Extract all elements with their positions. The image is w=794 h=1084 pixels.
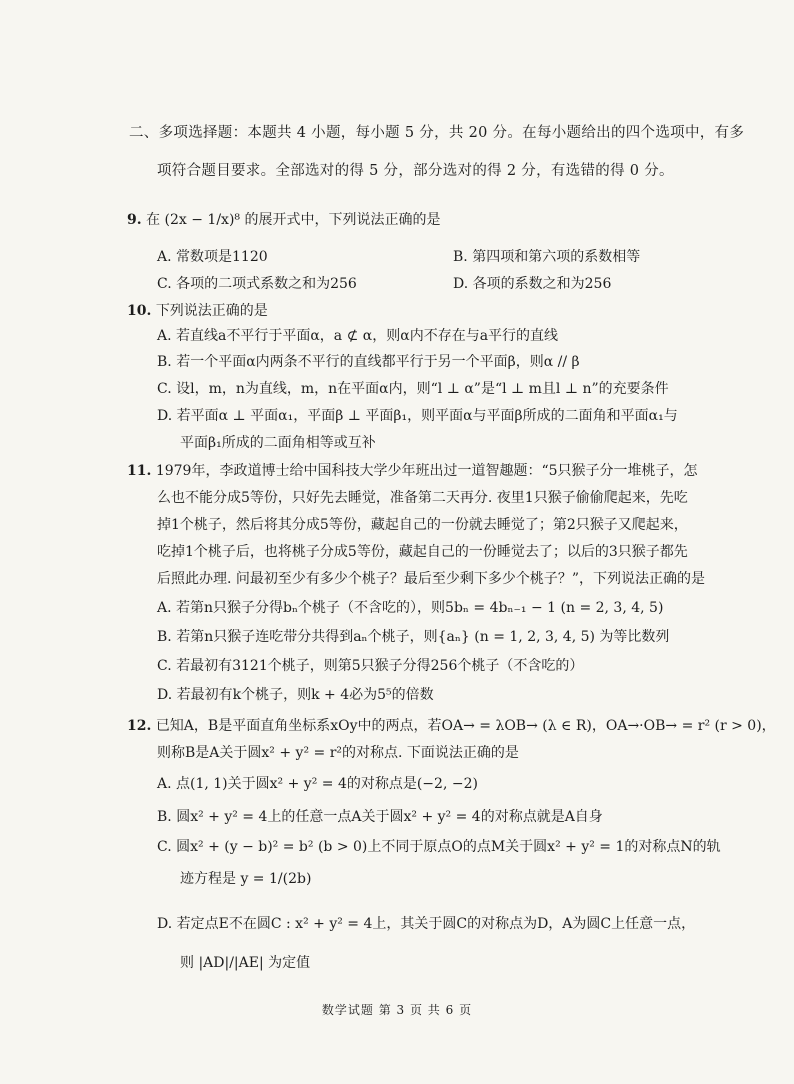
q11-line3: 掉1个桃子，然后将其分成5等份，藏起自己的一份就去睡觉了；第2只猴子又爬起来， (157, 517, 688, 533)
q11-option-b: B. 若第n只猴子连吃带分共得到aₙ个桃子，则{aₙ} (n = 1, 2, 3, 4, 5) 为等比数列 (157, 629, 670, 645)
q11-line1 (127, 460, 698, 482)
q9-stem (127, 209, 440, 231)
q10-stem-text: 下列说法正确的是 (155, 303, 268, 319)
q12-line1 (127, 715, 776, 737)
q11-option-c: C. 若最初有3121个桃子，则第5只猴子分得256个桃子（不含吃的） (157, 658, 584, 674)
q11-option-a: A. 若第n只猴子分得bₙ个桃子（不含吃的），则5bₙ = 4bₙ₋₁ − 1 (n = 2, 3, 4, 5) (157, 600, 664, 616)
q10-option-b: B. 若一个平面α内两条不平行的直线都平行于另一个平面β，则α // β (157, 354, 580, 370)
q10-stem (127, 300, 268, 322)
q10-option-a: A. 若直线a不平行于平面α，a ⊄ α，则α内不存在与a平行的直线 (157, 328, 559, 344)
q9-option-c: C. 各项的二项式系数之和为256 (157, 276, 357, 292)
q9-stem-text: 在 (2x − 1/x)⁸ 的展开式中，下列说法正确的是 (146, 212, 441, 228)
q9-number: 9. (127, 212, 142, 228)
section-header-line1: 二、多项选择题：本题共 4 小题，每小题 5 分，共 20 分。在每小题给出的四个选项中，有多 (129, 125, 745, 141)
q10-option-d-line1: D. 若平面α ⊥ 平面α₁，平面β ⊥ 平面β₁，则平面α与平面β所成的二面角和平面α₁与 (157, 408, 678, 424)
q9-option-b: B. 第四项和第六项的系数相等 (453, 249, 641, 265)
q12-option-d-line2: 则 |AD|/|AE| 为定值 (180, 955, 311, 971)
q11-line4: 吃掉1个桃子后，也将桃子分成5等份，藏起自己的一份睡觉去了；以后的3只猴子都先 (157, 544, 688, 560)
q11-line5: 后照此办理. 问最初至少有多少个桃子？最后至少剩下多少个桃子？”，下列说法正确的是 (157, 571, 706, 587)
q10-option-c: C. 设l，m，n为直线，m，n在平面α内，则“l ⊥ α”是“l ⊥ m且l ⊥ n”的充要条件 (157, 381, 669, 397)
q9-option-d: D. 各项的系数之和为256 (453, 276, 612, 292)
q12-line2: 则称B是A关于圆x² + y² = r²的对称点. 下面说法正确的是 (157, 745, 519, 761)
q12-option-b: B. 圆x² + y² = 4上的任意一点A关于圆x² + y² = 4的对称点就是A自身 (157, 809, 603, 825)
q12-option-d-line1: D. 若定点E不在圆C : x² + y² = 4上，其关于圆C的对称点为D，A为圆C上任意一点， (157, 916, 696, 932)
q12-option-c-line1: C. 圆x² + (y − b)² = b² (b > 0)上不同于原点O的点M关于圆x² + y² = 1的对称点N的轨 (157, 839, 721, 855)
q12-option-c-line2: 迹方程是 y = 1/(2b) (180, 871, 312, 887)
section-header-line2: 项符合题目要求。全部选对的得 5 分，部分选对的得 2 分，有选错的得 0 分。 (157, 163, 674, 179)
q12-text-1: 已知A，B是平面直角坐标系xOy中的两点，若OA→ = λOB→ (λ ∈ R)，OA→·OB→ = r² (r > 0)， (155, 718, 776, 734)
page-footer: 数学试题 第 3 页 共 6 页 (321, 1003, 473, 1017)
q11-text-1: 1979年，李政道博士给中国科技大学少年班出过一道智趣题：“5只猴子分一堆桃子，怎 (155, 463, 698, 479)
q9-option-a: A. 常数项是1120 (157, 249, 268, 265)
q11-line2: 么也不能分成5等份，只好先去睡觉，准备第二天再分. 夜里1只猴子偷偷爬起来，先吃 (157, 490, 688, 506)
q10-option-d-line2: 平面β₁所成的二面角相等或互补 (180, 435, 376, 451)
q10-number: 10. (127, 303, 152, 319)
q12-option-a: A. 点(1, 1)关于圆x² + y² = 4的对称点是(−2, −2) (157, 776, 478, 792)
q11-number: 11. (127, 463, 152, 479)
q11-option-d: D. 若最初有k个桃子，则k + 4必为5⁵的倍数 (157, 687, 434, 703)
q12-number: 12. (127, 718, 152, 734)
